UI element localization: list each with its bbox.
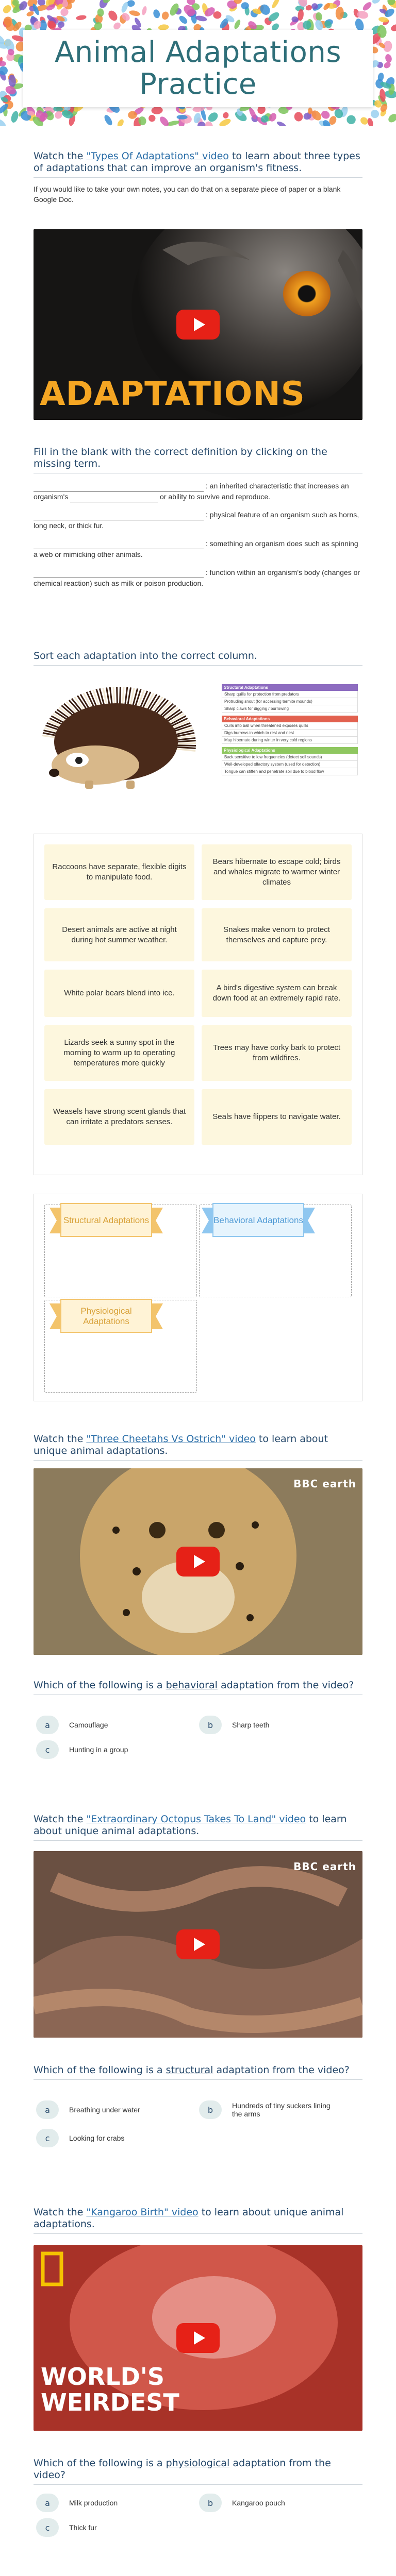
paint-dot [195,15,207,22]
video-cheetahs[interactable] [34,1468,362,1655]
paint-dot [276,121,287,126]
question-heading: Which of the following is a structural adaptation from the video? [34,2064,362,2080]
section-kangaroo [34,2207,362,2234]
legend-row: Well-developed olfactory system (used for detection) [222,761,358,768]
legend-row: Digs burrows in which to rest and nest [222,730,358,737]
legend-row: Tongue can stiffen and penetrate soil due to blood flow [222,768,358,775]
paint-dot [2,4,13,15]
sort-card[interactable]: Weasels have strong scent glands that can irritate a predators senses. [44,1089,194,1145]
paint-dot [390,23,396,32]
paint-dot [0,61,6,66]
hedgehog-image [34,675,209,804]
paint-dot [308,108,312,114]
paint-dot [241,2,249,9]
paint-dot [293,111,304,122]
paint-dot [10,110,20,124]
option-b[interactable]: b Sharp teeth [199,1715,269,1735]
paint-dot [383,61,392,70]
paint-dot [271,0,280,9]
types-of-adaptations-video-link[interactable]: "Types Of Adaptations" video [86,150,229,162]
legend-row: May hibernate during winter in very cold regions [222,737,358,744]
paint-dot [387,112,396,124]
octopus-video-link[interactable]: "Extraordinary Octopus Takes To Land" video [86,1814,306,1825]
play-button[interactable] [176,310,220,340]
blank-slot[interactable] [34,513,204,520]
blank-slot[interactable] [34,542,204,549]
paint-dot [222,111,230,119]
blank-slot[interactable] [70,495,158,502]
video-caption: ADAPTATIONS [40,375,305,413]
section-heading: Sort each adaptation into the correct column. [34,650,362,666]
option-b[interactable]: b Hundreds of tiny suckers lining the arms [199,2099,343,2120]
paint-dot [161,11,170,21]
paint-dot [361,1,373,12]
blank-item-4: : function within an organism's body (changes or chemical reaction) such as milk or poison production. [34,568,360,587]
bin-label-behavioral: Behavioral Adaptations [213,1215,303,1225]
paint-dot [384,54,392,63]
paint-dot [112,21,122,31]
section-fill-in-blank [34,446,362,596]
page-title-line1: Animal Adaptations [54,36,342,69]
section-cheetahs [34,1433,362,1461]
paint-dot [116,118,125,126]
legend-row: Sharp quills for protection from predators [222,691,358,698]
legend-row: Protruding snout (for accessing termite mounds) [222,698,358,705]
section-heading: Watch the "Types Of Adaptations" video to learn about three types of adaptations that can improve an organism's fitness. [34,150,362,178]
paint-dot [0,118,7,126]
paint-dot [153,9,161,19]
sort-card[interactable]: Trees may have corky bark to protect from wildfires. [202,1025,352,1081]
legend-heading: Behavioral Adaptations [222,716,358,722]
sort-card[interactable]: Desert animals are active at night during hot summer weather. [44,908,194,961]
bbc-earth-logo: BBC earth [293,1860,356,1873]
sort-cards-area [34,834,362,1175]
section-heading: Fill in the blank with the correct definition by clicking on the missing term. [34,446,362,473]
paint-dot [151,106,163,115]
sort-bins-area [34,1194,362,1401]
blank-item-3: : something an organism does such as spinning a web or mimicking other animals. [34,539,358,558]
kangaroo-video-link[interactable]: "Kangaroo Birth" video [86,2207,199,2218]
option-a[interactable]: a Milk production [36,2493,118,2513]
blank-item-1: : an inherited characteristic that increases an organism's or ability to survive and reproduce. [34,481,362,502]
bin-label-physiological: Physiological Adaptations [80,1306,132,1326]
paint-dot [103,114,114,126]
paint-dot [0,65,9,76]
section-types-of-adaptations [34,150,362,205]
sort-card[interactable]: Lizards seek a sunny spot in the morning to warm up to operating temperatures more quickly [44,1025,194,1081]
sort-card[interactable]: White polar bears blend into ice. [44,970,194,1017]
paint-dot [218,117,232,126]
page-title-line2: Practice [139,67,257,101]
section-heading: Watch the "Three Cheetahs Vs Ostrich" video to learn about unique animal adaptations. [34,1433,362,1461]
video-octopus[interactable] [34,1851,362,2038]
bbc-earth-logo: BBC earth [293,1478,356,1490]
option-c[interactable]: c Looking for crabs [36,2128,124,2148]
legend-row: Sharp claws for digging / burrowing [222,705,358,713]
blank-item-2: : physical feature of an organism such as horns, long neck, or thick fur. [34,511,359,530]
question-heading: Which of the following is a behavioral adaptation from the video? [34,1680,362,1695]
sort-card[interactable]: Seals have flippers to navigate water. [202,1089,352,1145]
paint-dot [141,6,148,15]
blank-slot[interactable] [34,571,204,578]
legend-heading: Physiological Adaptations [222,747,358,754]
paint-dot [107,9,119,22]
paint-dot [148,114,156,123]
option-c[interactable]: c Hunting in a group [36,1739,128,1760]
play-button[interactable] [176,2323,220,2353]
question-behavioral [34,1680,362,1695]
paint-dot [320,109,331,121]
section-heading: Watch the "Extraordinary Octopus Takes To Land" video to learn about unique animal adaptations. [34,1814,362,1841]
sort-card[interactable]: Snakes make venom to protect themselves and capture prey. [202,908,352,961]
paint-dot [370,109,381,120]
option-b[interactable]: b Kangaroo pouch [199,2493,285,2513]
section-sort [34,650,362,666]
question-structural [34,2064,362,2080]
play-button[interactable] [176,1547,220,1577]
legend-row: Curls into ball when threatened exposes quills [222,722,358,730]
paint-dot [128,9,140,16]
option-a[interactable]: a Breathing under water [36,2099,140,2120]
paint-dot [158,115,171,126]
sort-card[interactable]: Raccoons have separate, flexible digits to manipulate food. [44,844,194,900]
video-caption: WORLD'S WEIRDEST [41,2363,179,2416]
question-heading: Which of the following is a physiological adaptation from the video? [34,2458,362,2485]
sort-card[interactable]: Bears hibernate to escape cold; birds and whales migrate to warmer winter climates [202,844,352,900]
video-adaptations[interactable] [34,229,362,420]
section-octopus [34,1814,362,1841]
sort-card[interactable]: A bird's digestive system can break down food at an extremely rapid rate. [202,970,352,1017]
paint-dot [76,14,87,21]
play-button[interactable] [176,1929,220,1959]
option-a[interactable]: a Camouflage [36,1715,108,1735]
section-heading: Watch the "Kangaroo Birth" video to learn about unique animal adaptations. [34,2207,362,2234]
paint-dot [213,11,221,19]
bin-label-structural: Structural Adaptations [63,1215,150,1225]
paint-dot [371,0,382,5]
adaptation-legend [222,684,358,775]
notes-instruction: If you would like to take your own notes, you can do that on a separate piece of paper or a blank Google Doc. [34,185,341,204]
cheetahs-video-link[interactable]: "Three Cheetahs Vs Ostrich" video [86,1433,256,1445]
legend-heading: Structural Adaptations [222,684,358,691]
video-kangaroo[interactable] [34,2245,362,2431]
legend-row: Back sensitive to low frequencies (detect soil sounds) [222,754,358,761]
page-header [0,0,396,126]
paint-dot [233,19,242,29]
blank-slot[interactable] [34,484,204,492]
title-card [23,30,373,107]
paint-dot [178,14,189,25]
option-c[interactable]: c Thick fur [36,2517,97,2538]
question-physiological [34,2458,362,2485]
paint-dot [367,117,374,126]
paint-dot [345,113,357,126]
